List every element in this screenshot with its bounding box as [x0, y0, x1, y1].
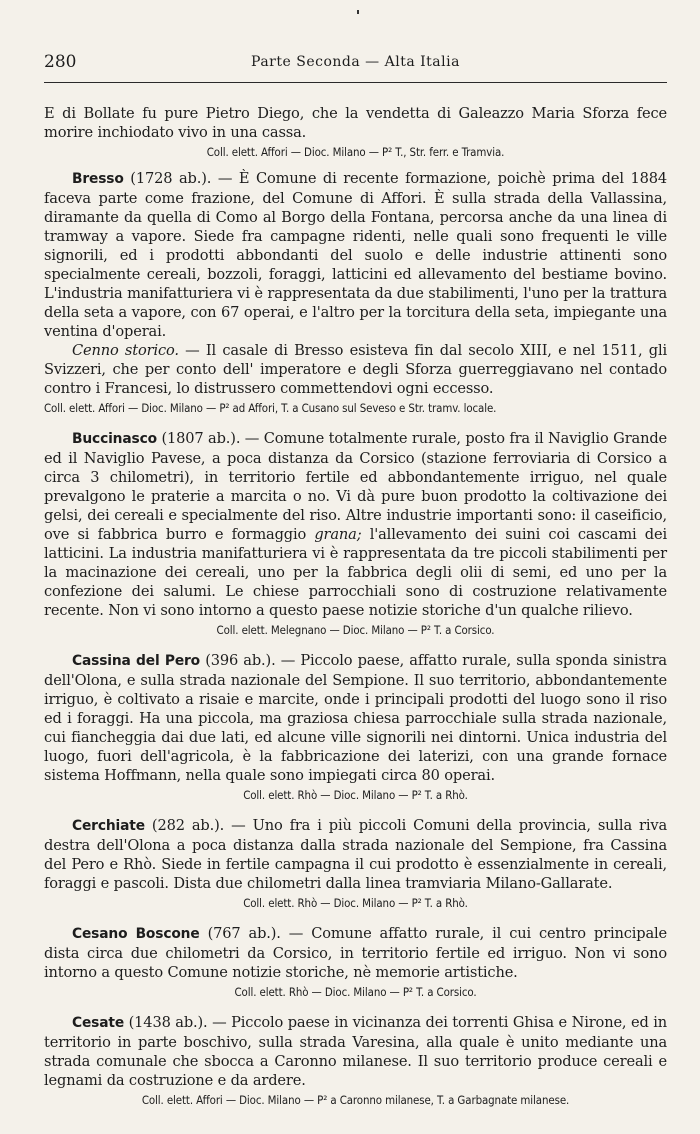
spacer	[44, 803, 667, 816]
entry-text: (767 ab.). — Comune affatto rurale, il cui centro principale dista circa due chilometri da Corsico, in territorio fertile ed irriguo. Non vi sono intorno a questo Comune notizie storiche, nè memorie artistiche.	[44, 925, 667, 981]
entry-cassina-del-pero	[44, 651, 667, 803]
entry-name: Buccinasco	[72, 431, 157, 447]
entry-cerchiate	[44, 816, 667, 911]
page-header	[44, 52, 667, 74]
entry-name: Cerchiate	[72, 818, 145, 834]
spacer	[44, 416, 667, 429]
entry-buccinasco	[44, 429, 667, 638]
entry-italic-word: grana;	[314, 526, 362, 543]
entry-paragraph	[44, 429, 667, 620]
top-margin-mark	[357, 10, 359, 14]
entry-name: Cassina del Pero	[72, 653, 201, 669]
entry-paragraph	[44, 924, 667, 982]
entry-footer: Coll. elett. Rhò — Dioc. Milano — P² T. a Corsico.	[234, 985, 477, 999]
page-content	[44, 104, 667, 1108]
entry-paragraph	[44, 169, 667, 341]
entry-name: Cesate	[72, 1015, 125, 1031]
spacer	[44, 911, 667, 924]
entry-footer: Coll. elett. Affori — Dioc. Milano — P² a Caronno milanese, T. a Garbagnate milanese.	[141, 1093, 570, 1107]
history-label: Cenno storico.	[72, 342, 179, 359]
running-title: Parte Seconda — Alta Italia	[251, 54, 460, 70]
entry-paragraph	[44, 651, 667, 785]
entry-text: (1438 ab.). — Piccolo paese in vicinanza dei torrenti Ghisa e Nirone, ed in territorio in parte boschivo, sulla strada Varesina, alla quale è unito mediante una strada comunale che sbocca a Caronno milanese. Il suo territorio produce cereali e legnami da costruzione e da ardere.	[44, 1014, 667, 1089]
entry-text-cont: l'allevamento dei suini coi cascami dei latticini. La industria manifatturiera vi è rappresentata da tre piccoli stabilimenti per la macinazione dei cereali, uno per la fabbrica degli olii di semi, ed uno per la confezione dei salumi. Le chiese parrocchiali sono di costruzione relativamente recente. Non vi sono intorno a questo paese notizie storiche d'un qualche rilievo.	[44, 526, 667, 619]
entry-footer: Coll. elett. Melegnano — Dioc. Milano — P² T. a Corsico.	[216, 623, 495, 637]
entry-name: Bresso	[72, 171, 124, 187]
entry-footer: Coll. elett. Rhò — Dioc. Milano — P² T. a Rhò.	[243, 788, 468, 802]
entry-text: (282 ab.). — Uno fra i più piccoli Comuni della provincia, sulla riva destra dell'Olona a poca distanza dalla strada nazionale del Sempione, fra Cassina del Pero e Rhò. Siede in fertile campagna il cui prodotto è essenzialmente in cereali, foraggi e pascoli. Dista due chilometri dalla linea tramviaria Milano-Gallarate.	[44, 817, 667, 892]
continuation-footer: Coll. elett. Affori — Dioc. Milano — P² T., Str. ferr. e Tramvia.	[206, 145, 505, 159]
entry-cesano-boscone	[44, 924, 667, 1000]
spacer	[44, 638, 667, 651]
history-paragraph	[44, 341, 667, 398]
page-number: 280	[44, 52, 77, 72]
entry-name: Cesano Boscone	[72, 926, 200, 942]
history-text: — Il casale di Bresso esisteva fin dal secolo XIII, e nel 1511, gli Svizzeri, che per conto dell' imperatore e degli Sforza guerreggiavano nel contado contro i Francesi, lo distrussero commettendovi ogni eccesso.	[44, 342, 667, 397]
entry-text: (396 ab.). — Piccolo paese, affatto rurale, sulla sponda sinistra dell'Olona, e sulla strada nazionale del Sempione. Il suo territorio, abbondantemente irriguo, è coltivato a risaie e marcite, onde i principali prodotti del luogo sono il riso ed i foraggi. Ha una piccola, ma graziosa chiesa parrocchiale sulla strada nazionale, cui fiancheggia dai due lati, ed alcune ville signorili nei dintorni. Unica industria del luogo, fuori dell'agricola, è la fabbricazione dei laterizi, con una grande fornace sistema Hoffmann, nella quale sono impiegati circa 80 operai.	[44, 652, 667, 784]
spacer	[44, 160, 667, 169]
entry-text: (1807 ab.). — Comune totalmente rurale, posto fra il Naviglio Grande ed il Naviglio Pavese, a poca distanza da Corsico (stazione ferroviaria di Corsico a circa 3 chilometri), in territorio fertile ed abbondantemente irriguo, nel quale prevalgono le praterie a marcita o no. Vi dà pure buon prodotto la coltivazione dei gelsi, dei cereali e specialmente del riso. Altre industrie importanti sono: il caseificio, ove si fabbrica burro e formaggio	[44, 430, 667, 543]
entry-footer: Coll. elett. Rhò — Dioc. Milano — P² T. a Rhò.	[243, 896, 468, 910]
spacer	[44, 1000, 667, 1013]
entry-cesate	[44, 1013, 667, 1108]
entry-bresso	[44, 169, 667, 416]
entry-paragraph	[44, 1013, 667, 1090]
header-rule	[44, 82, 667, 83]
continuation-paragraph: E di Bollate fu pure Pietro Diego, che la vendetta di Galeazzo Maria Sforza fece morire inchiodato vivo in una cassa.	[44, 105, 667, 141]
entry-paragraph	[44, 816, 667, 893]
entry-text: (1728 ab.). — È Comune di recente formazione, poichè prima del 1884 faceva parte come frazione, del Comune di Affori. È sulla strada della Vallassina, diramante da quella di Como al Borgo della Fontana, percorsa anche da una linea di tramway a vapore. Siede fra campagne ridenti, nelle quali sono frequenti le ville signorili, ed i prodotti abbondanti del suolo e delle industrie attinenti sono specialmente cereali, bozzoli, foraggi, latticini ed allevamento del bestiame bovino. L'industria manifatturiera vi è rappresentata da due stabilimenti, l'uno per la trattura della seta a vapore, con 67 operai, e l'altro per la torcitura della seta, impiegante una ventina d'operai.	[44, 170, 667, 340]
entry-footer: Coll. elett. Affori — Dioc. Milano — P² ad Affori, T. a Cusano sul Seveso e Str. tramv. locale.	[44, 401, 497, 415]
